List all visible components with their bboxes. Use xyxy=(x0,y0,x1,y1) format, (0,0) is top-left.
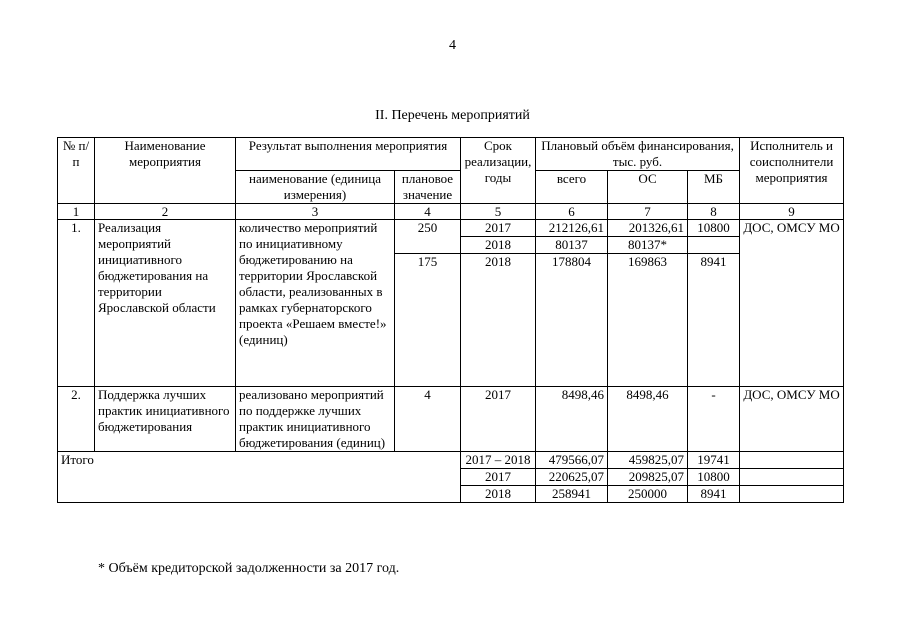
mb-cell: 10800 xyxy=(688,220,740,237)
total-cell: 212126,61 xyxy=(536,220,608,237)
total-cell: 80137 xyxy=(536,237,608,254)
header-no: № п/п xyxy=(58,138,95,204)
os-cell: 459825,07 xyxy=(608,452,688,469)
header-result-value: плановое значение xyxy=(395,171,461,204)
section-title: II. Перечень мероприятий xyxy=(375,108,530,123)
total-cell: 479566,07 xyxy=(536,452,608,469)
total-cell: 8498,46 xyxy=(536,387,608,452)
total-cell: 220625,07 xyxy=(536,469,608,486)
executor-empty-cell xyxy=(740,452,844,469)
footnote: * Объём кредиторской задолженности за 2017 год. xyxy=(98,561,400,576)
year-cell: 2017 xyxy=(461,220,536,237)
row-number: 1. xyxy=(58,220,95,387)
year-cell: 2017 xyxy=(461,387,536,452)
activity-name: Поддержка лучших практик инициативного бюджетирования xyxy=(95,387,236,452)
planned-value: 250 xyxy=(395,220,461,254)
os-cell: 201326,61 xyxy=(608,220,688,237)
year-cell: 2018 xyxy=(461,237,536,254)
column-number: 4 xyxy=(395,204,461,220)
header-fin-mb: МБ xyxy=(688,171,740,204)
activity-name: Реализация мероприятий инициативного бюджетирования на территории Ярославской области xyxy=(95,220,236,387)
column-number: 5 xyxy=(461,204,536,220)
table-row xyxy=(58,220,844,237)
mb-cell: 8941 xyxy=(688,486,740,503)
header-term: Срок реализации, годы xyxy=(461,138,536,204)
os-cell: 8498,46 xyxy=(608,387,688,452)
header-row-1 xyxy=(58,138,844,171)
mb-cell xyxy=(688,237,740,254)
year-cell: 2018 xyxy=(461,486,536,503)
header-fin-os: ОС xyxy=(608,171,688,204)
header-fin-total: всего xyxy=(536,171,608,204)
executor-empty-cell xyxy=(740,486,844,503)
header-name: Наименование мероприятия xyxy=(95,138,236,204)
page-number: 4 xyxy=(449,38,456,53)
totals-row xyxy=(58,452,844,469)
result-name: количество мероприятий по инициативному бюджетированию на территории Ярославской области, реализованных в рамках губернаторского проекта «Решаем вместе!» (единиц) xyxy=(236,220,395,387)
executor-cell: ДОС, ОМСУ МО xyxy=(740,220,844,387)
total-cell: 178804 xyxy=(536,254,608,387)
result-name: реализовано мероприятий по поддержке лучших практик инициативного бюджетирования (единиц) xyxy=(236,387,395,452)
header-financing: Плановый объём финансирования, тыс. руб. xyxy=(536,138,740,171)
year-cell: 2017 – 2018 xyxy=(461,452,536,469)
column-number: 9 xyxy=(740,204,844,220)
column-number: 2 xyxy=(95,204,236,220)
mb-cell: 19741 xyxy=(688,452,740,469)
executor-empty-cell xyxy=(740,469,844,486)
year-cell: 2017 xyxy=(461,469,536,486)
total-cell: 258941 xyxy=(536,486,608,503)
table-row xyxy=(58,387,844,452)
mb-cell: - xyxy=(688,387,740,452)
os-cell: 80137* xyxy=(608,237,688,254)
os-cell: 169863 xyxy=(608,254,688,387)
column-number: 7 xyxy=(608,204,688,220)
activities-table xyxy=(57,137,844,503)
column-number: 3 xyxy=(236,204,395,220)
header-executor: Исполнитель и соисполнители мероприятия xyxy=(740,138,844,204)
row-number: 2. xyxy=(58,387,95,452)
mb-cell: 8941 xyxy=(688,254,740,387)
column-numbers-row xyxy=(58,204,844,220)
totals-label: Итого xyxy=(58,452,461,503)
os-cell: 250000 xyxy=(608,486,688,503)
year-cell: 2018 xyxy=(461,254,536,387)
executor-cell: ДОС, ОМСУ МО xyxy=(740,387,844,452)
os-cell: 209825,07 xyxy=(608,469,688,486)
column-number: 6 xyxy=(536,204,608,220)
header-result: Результат выполнения мероприятия xyxy=(236,138,461,171)
mb-cell: 10800 xyxy=(688,469,740,486)
header-result-name: наименование (единица измерения) xyxy=(236,171,395,204)
planned-value: 4 xyxy=(395,387,461,452)
column-number: 8 xyxy=(688,204,740,220)
planned-value: 175 xyxy=(395,254,461,387)
column-number: 1 xyxy=(58,204,95,220)
